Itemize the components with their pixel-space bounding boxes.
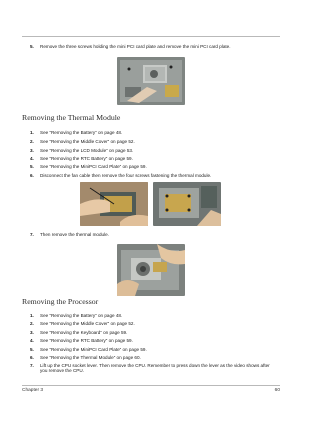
step-text: See “Removing the Thermal Module” on page 60. (40, 355, 141, 360)
step-number: 1. (30, 313, 34, 318)
step-number: 6. (30, 355, 34, 360)
step-number: 6. (30, 173, 34, 178)
footer-rule (22, 385, 280, 386)
step-text: See “Removing the MiniPCI Card Plate” on page 59. (40, 347, 147, 352)
step-text: Disconnect the fan cable then remove the four screws fastening the thermal module. (40, 173, 212, 178)
thermal-step-2 (30, 139, 135, 144)
thermal-step-6 (30, 173, 212, 178)
step-text: Then remove the thermal module. (40, 232, 109, 237)
step-number: 7. (30, 363, 34, 368)
thermal-step-4 (30, 156, 133, 161)
photo-thermal-screws (153, 182, 221, 226)
step-number: 2. (30, 321, 34, 326)
step-text: Lift up the CPU socket lever. Then remove the CPU. Remember to press down the lever as the video shows after you remove the CPU. (40, 363, 270, 374)
step-number: 4. (30, 156, 34, 161)
step-number: 1. (30, 130, 34, 135)
thermal-step-3 (30, 148, 134, 153)
step-5-remove-pci-plate (30, 44, 231, 49)
section-heading-thermal-module: Removing the Thermal Module (22, 113, 121, 122)
step-number: 5. (30, 347, 34, 352)
step-text: See “Removing the LCD Module” on page 53. (40, 148, 134, 153)
step-number: 7. (30, 232, 34, 237)
processor-step-2 (30, 321, 135, 326)
step-number: 3. (30, 148, 34, 153)
thermal-step-7 (30, 232, 109, 237)
footer-page-number: 60 (274, 388, 280, 393)
step-number: 3. (30, 330, 34, 335)
photo-mini-pci-plate (117, 57, 185, 105)
step-number: 2. (30, 139, 34, 144)
thermal-step-1 (30, 130, 123, 135)
step-number: 5. (30, 164, 34, 169)
step-text: See “Removing the RTC Battery” on page 59. (40, 156, 133, 161)
step-text: See “Removing the Middle Cover” on page 52. (40, 139, 135, 144)
step-text: See “Removing the Keyboard” on page 59. (40, 330, 128, 335)
section-heading-processor: Removing the Processor (22, 297, 99, 306)
step-text: See “Removing the Battery” on page 48. (40, 313, 123, 318)
step-text: See “Removing the Middle Cover” on page 52. (40, 321, 135, 326)
header-rule (22, 36, 280, 37)
step-text: See “Removing the RTC Battery” on page 59. (40, 338, 133, 343)
processor-step-5 (30, 347, 147, 352)
photo-remove-thermal-module (117, 244, 185, 296)
processor-step-6 (30, 355, 141, 360)
step-number: 5. (30, 44, 34, 49)
thermal-step-5 (30, 164, 147, 169)
footer-chapter: Chapter 3 (22, 388, 44, 393)
step-text: See “Removing the Battery” on page 48. (40, 130, 123, 135)
processor-step-1 (30, 313, 123, 318)
processor-step-7 (30, 363, 276, 374)
step-number: 4. (30, 338, 34, 343)
processor-step-3 (30, 330, 128, 335)
step-text: Remove the three screws holding the mini PCI card plate and remove the mini PCI card plate. (40, 44, 231, 49)
step-text: See “Removing the MiniPCI Card Plate” on page 59. (40, 164, 147, 169)
processor-step-4 (30, 338, 133, 343)
photo-fan-cable (80, 182, 148, 226)
